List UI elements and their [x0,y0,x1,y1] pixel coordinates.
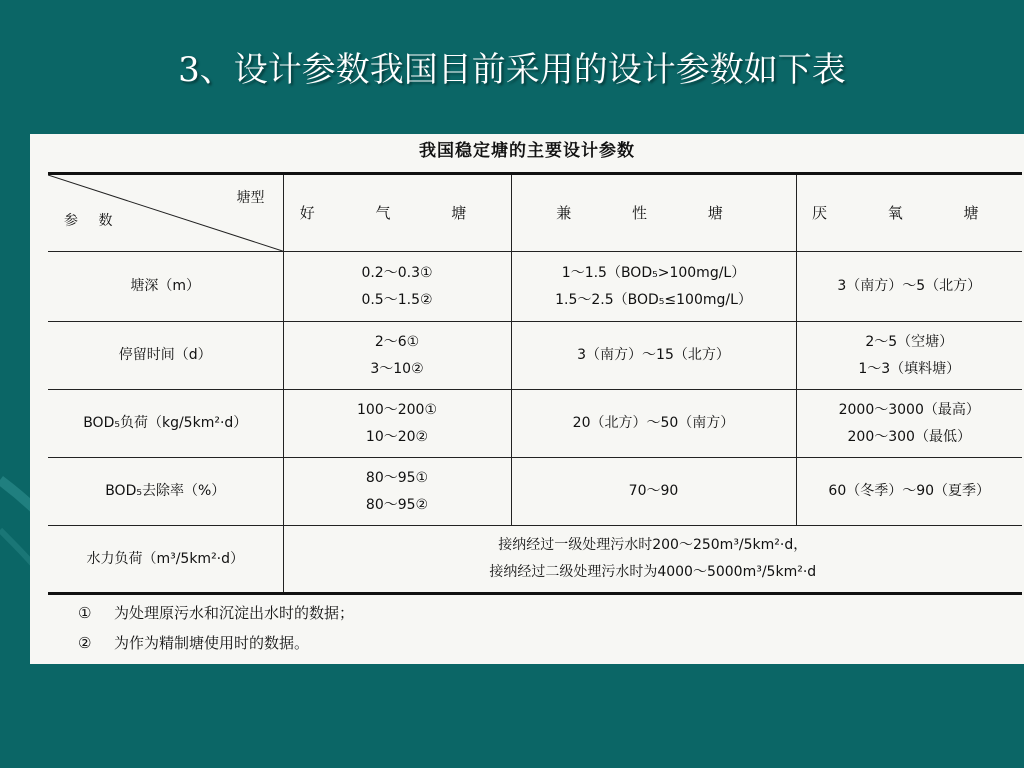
footnote [78,598,354,628]
table-row [48,526,1022,594]
cell-line: 接纳经过一级处理污水时200～250m³/5km²·d， [498,537,808,553]
cell-line: 60（冬季）～90（夏季） [828,483,991,499]
cell-line: 3（南方）～15（北方） [577,347,730,363]
cell-line: 80～95① [365,469,429,486]
corner-param-label: 参 数 [64,213,121,229]
cell [283,458,511,526]
header-aerobic: 好 气 塘 [283,174,511,252]
cell-line: 10～20② [365,428,429,445]
cell-line: 接纳经过二级处理污水时为4000～5000m³/5km²·d [489,564,817,580]
cell-line: 3（南方）～5（北方） [837,278,982,294]
hydraulic-cell [283,526,1022,594]
cell [511,390,796,458]
footnote-mark: ① [78,604,92,622]
param-depth: 塘深（m） [48,252,283,322]
table-row [48,390,1022,458]
header-facultative: 兼 性 塘 [511,174,796,252]
cell-line: 200～300（最低） [847,428,971,445]
corner-type-label: 塘型 [236,190,265,206]
footnote-text: 为作为精制塘使用时的数据。 [114,634,310,652]
param-retention: 停留时间（d） [48,322,283,390]
param-bod-load: BOD₅负荷（kg/5km²·d） [48,390,283,458]
footnote-text: 为处理原污水和沉淀出水时的数据； [114,604,355,622]
cell [796,390,1022,458]
corner-cell [48,174,283,252]
table-row [48,252,1022,322]
cell [283,390,511,458]
cell-line: 0.2～0.3① [361,264,433,281]
slide-title: 3、设计参数我国目前采用的设计参数如下表 [178,50,846,90]
param-bod-removal: BOD₅去除率（%） [48,458,283,526]
cell [796,458,1022,526]
header-row [48,174,1022,252]
cell-line: 0.5～1.5② [361,291,433,308]
cell-line: 1～1.5（BOD₅>100mg/L） [561,264,746,281]
cell-line: 20（北方）～50（南方） [572,415,735,431]
cell-line: 80～95② [365,496,429,513]
table-row [48,458,1022,526]
cell-line: 2～6① [374,333,420,350]
cell [511,322,796,390]
cell [511,252,796,322]
cell-line: 70～90 [628,483,679,499]
footnote-mark: ② [78,634,92,652]
header-anaerobic: 厌 氧 塘 [796,174,1022,252]
cell-line: 3～10② [370,360,424,377]
cell [511,458,796,526]
cell [796,322,1022,390]
cell-line: 1～3（填料塘） [858,360,961,377]
cell [283,322,511,390]
param-hydraulic-load: 水力负荷（m³/5km²·d） [48,526,283,594]
cell [796,252,1022,322]
design-parameter-table [48,172,1022,595]
footnote [78,628,354,658]
cell-line: 2～5（空塘） [865,333,954,350]
cell-line: 2000～3000（最高） [838,401,980,418]
footnotes [78,598,354,658]
cell [283,252,511,322]
table-title: 我国稳定塘的主要设计参数 [419,141,635,161]
cell-line: 1.5～2.5（BOD₅≤100mg/L） [555,291,752,308]
table-scan [30,134,1024,664]
table-row [48,322,1022,390]
cell-line: 100～200① [357,401,437,418]
